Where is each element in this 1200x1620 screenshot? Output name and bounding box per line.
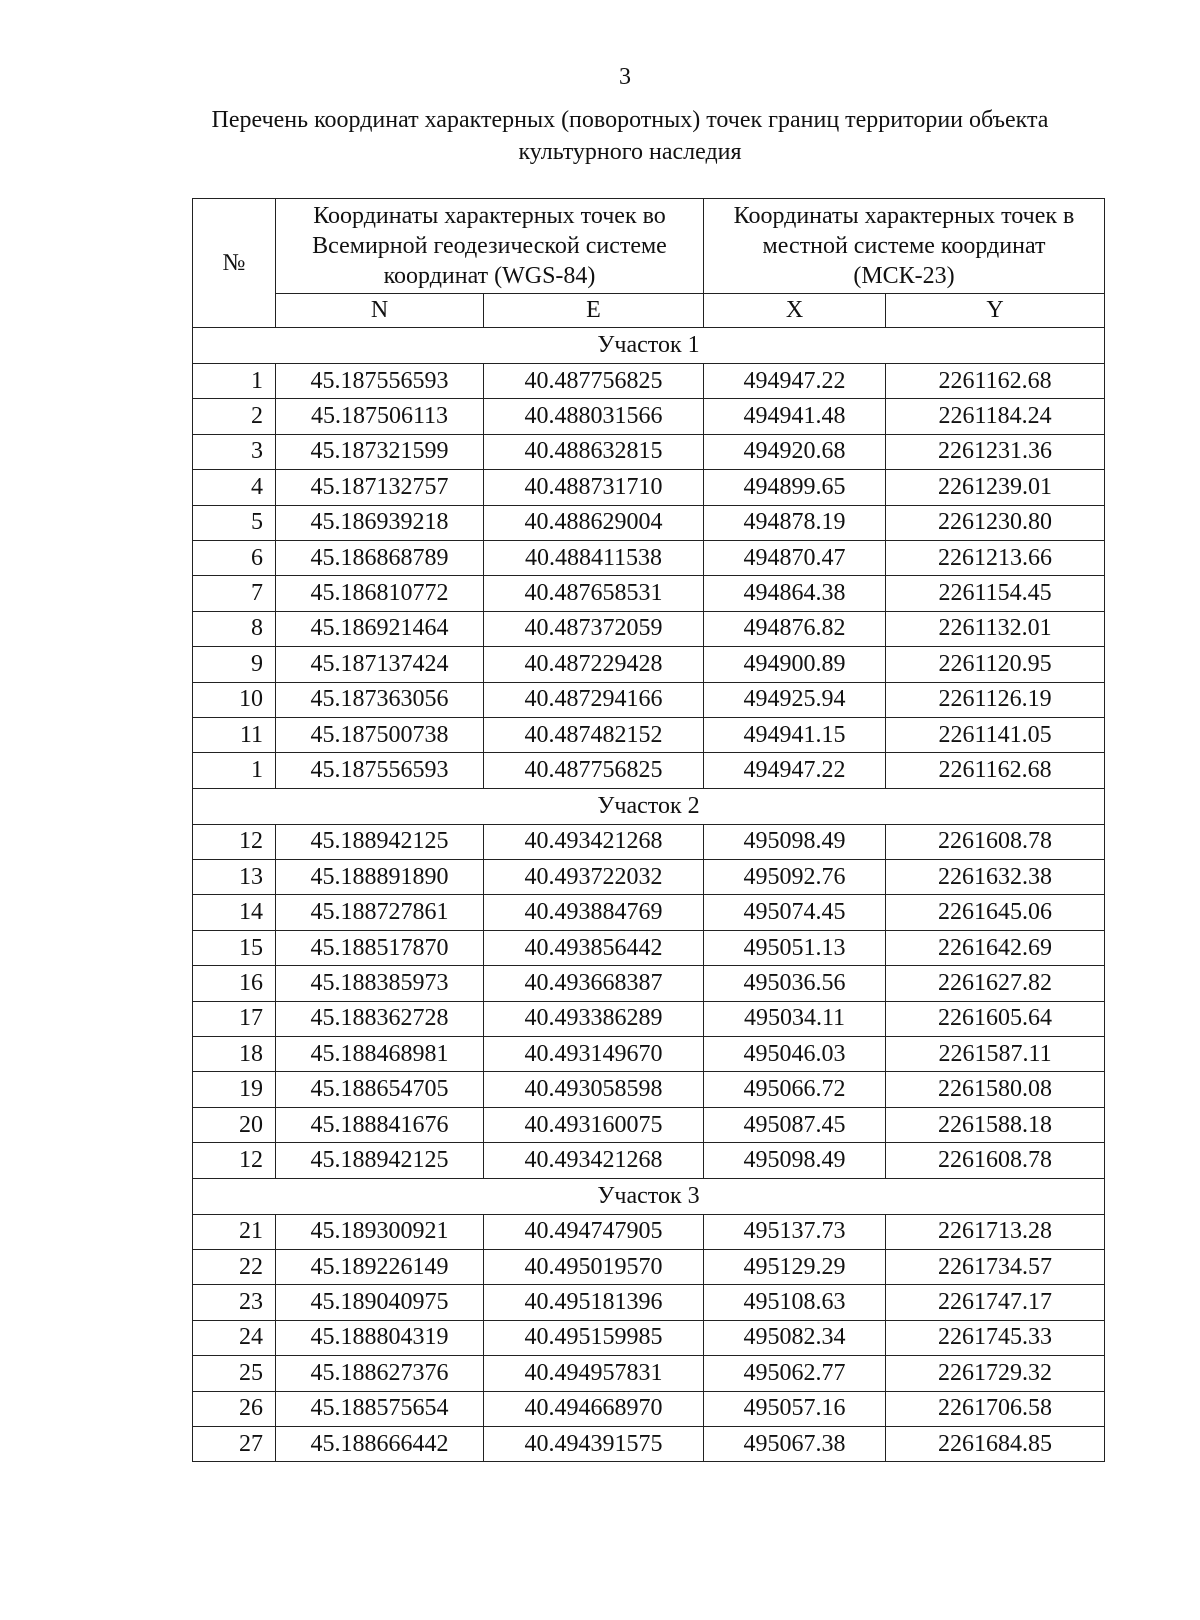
table-row [193, 611, 1105, 646]
table-row [193, 647, 1105, 682]
coord-e: 40.494391575 [484, 1426, 704, 1461]
header-x: X [704, 294, 886, 328]
coord-n: 45.187506113 [276, 399, 484, 434]
coord-x: 494876.82 [704, 611, 886, 646]
coord-n: 45.186868789 [276, 540, 484, 575]
point-number: 9 [193, 647, 276, 682]
coord-y: 2261162.68 [886, 753, 1105, 788]
table-row [193, 1072, 1105, 1107]
coord-x: 494941.48 [704, 399, 886, 434]
coord-n: 45.188362728 [276, 1001, 484, 1036]
coord-y: 2261588.18 [886, 1107, 1105, 1142]
point-number: 10 [193, 682, 276, 717]
coord-x: 495066.72 [704, 1072, 886, 1107]
table-row [193, 1214, 1105, 1249]
coord-y: 2261706.58 [886, 1391, 1105, 1426]
coord-e: 40.493668387 [484, 966, 704, 1001]
table-row [193, 1426, 1105, 1461]
coord-x: 495087.45 [704, 1107, 886, 1142]
coord-n: 45.188727861 [276, 895, 484, 930]
point-number: 16 [193, 966, 276, 1001]
coord-x: 494870.47 [704, 540, 886, 575]
coord-e: 40.487482152 [484, 717, 704, 752]
coord-n: 45.189226149 [276, 1249, 484, 1284]
coord-n: 45.187363056 [276, 682, 484, 717]
coord-e: 40.487756825 [484, 364, 704, 399]
coord-e: 40.493386289 [484, 1001, 704, 1036]
coord-y: 2261608.78 [886, 824, 1105, 859]
point-number: 3 [193, 434, 276, 469]
point-number: 20 [193, 1107, 276, 1142]
coord-x: 495098.49 [704, 824, 886, 859]
point-number: 4 [193, 470, 276, 505]
coord-y: 2261645.06 [886, 895, 1105, 930]
coord-y: 2261132.01 [886, 611, 1105, 646]
section-title: Участок 1 [193, 328, 1105, 364]
coord-e: 40.493884769 [484, 895, 704, 930]
coord-x: 495074.45 [704, 895, 886, 930]
coord-n: 45.188517870 [276, 930, 484, 965]
coord-y: 2261734.57 [886, 1249, 1105, 1284]
coord-e: 40.494668970 [484, 1391, 704, 1426]
table-row [193, 1356, 1105, 1391]
table-row [193, 1285, 1105, 1320]
table-row [193, 966, 1105, 1001]
coord-e: 40.495159985 [484, 1320, 704, 1355]
coord-x: 495092.76 [704, 860, 886, 895]
table-row [193, 1143, 1105, 1178]
coord-e: 40.494747905 [484, 1214, 704, 1249]
table-row [193, 1320, 1105, 1355]
coord-x: 494925.94 [704, 682, 886, 717]
coord-n: 45.188942125 [276, 1143, 484, 1178]
table-row [193, 1391, 1105, 1426]
point-number: 13 [193, 860, 276, 895]
coord-n: 45.187556593 [276, 753, 484, 788]
coord-e: 40.487372059 [484, 611, 704, 646]
table-row [193, 1037, 1105, 1072]
point-number: 12 [193, 1143, 276, 1178]
table-row [193, 753, 1105, 788]
coord-e: 40.493149670 [484, 1037, 704, 1072]
table-row [193, 1249, 1105, 1284]
coord-e: 40.493160075 [484, 1107, 704, 1142]
table-row [193, 1107, 1105, 1142]
point-number: 18 [193, 1037, 276, 1072]
coord-x: 495034.11 [704, 1001, 886, 1036]
coord-e: 40.487294166 [484, 682, 704, 717]
point-number: 21 [193, 1214, 276, 1249]
coord-e: 40.493856442 [484, 930, 704, 965]
coord-e: 40.487658531 [484, 576, 704, 611]
coord-x: 495098.49 [704, 1143, 886, 1178]
point-number: 15 [193, 930, 276, 965]
coord-y: 2261632.38 [886, 860, 1105, 895]
table-row [193, 399, 1105, 434]
point-number: 25 [193, 1356, 276, 1391]
point-number: 6 [193, 540, 276, 575]
coord-e: 40.494957831 [484, 1356, 704, 1391]
point-number: 8 [193, 611, 276, 646]
point-number: 24 [193, 1320, 276, 1355]
section-row [193, 1178, 1105, 1214]
point-number: 12 [193, 824, 276, 859]
coord-n: 45.187500738 [276, 717, 484, 752]
section-title: Участок 2 [193, 788, 1105, 824]
coord-y: 2261184.24 [886, 399, 1105, 434]
coord-y: 2261745.33 [886, 1320, 1105, 1355]
coord-y: 2261608.78 [886, 1143, 1105, 1178]
point-number: 22 [193, 1249, 276, 1284]
header-wgs84: Координаты характерных точек во Всемирной геодезической системе координат (WGS-84) [276, 199, 704, 294]
coord-x: 495129.29 [704, 1249, 886, 1284]
coord-n: 45.186810772 [276, 576, 484, 611]
table-row [193, 1001, 1105, 1036]
section-row [193, 788, 1105, 824]
coord-n: 45.186939218 [276, 505, 484, 540]
header-msk23: Координаты характерных точек в местной системе координат (МСК-23) [704, 199, 1105, 294]
table-row [193, 540, 1105, 575]
coord-x: 495036.56 [704, 966, 886, 1001]
coord-x: 494878.19 [704, 505, 886, 540]
coord-n: 45.187556593 [276, 364, 484, 399]
coord-x: 495057.16 [704, 1391, 886, 1426]
coord-x: 494864.38 [704, 576, 886, 611]
coord-y: 2261605.64 [886, 1001, 1105, 1036]
table-row [193, 505, 1105, 540]
table-row [193, 434, 1105, 469]
coord-x: 495067.38 [704, 1426, 886, 1461]
table-row [193, 717, 1105, 752]
coord-y: 2261213.66 [886, 540, 1105, 575]
coord-e: 40.495181396 [484, 1285, 704, 1320]
section-row [193, 328, 1105, 364]
coord-y: 2261230.80 [886, 505, 1105, 540]
coord-e: 40.488731710 [484, 470, 704, 505]
coord-e: 40.488411538 [484, 540, 704, 575]
point-number: 2 [193, 399, 276, 434]
coord-y: 2261126.19 [886, 682, 1105, 717]
table-row [193, 682, 1105, 717]
point-number: 1 [193, 753, 276, 788]
coord-n: 45.188385973 [276, 966, 484, 1001]
table-row [193, 930, 1105, 965]
point-number: 7 [193, 576, 276, 611]
coord-n: 45.189300921 [276, 1214, 484, 1249]
header-y: Y [886, 294, 1105, 328]
coord-e: 40.488629004 [484, 505, 704, 540]
table-row [193, 895, 1105, 930]
coord-n: 45.188666442 [276, 1426, 484, 1461]
coord-x: 495046.03 [704, 1037, 886, 1072]
table-row [193, 576, 1105, 611]
point-number: 26 [193, 1391, 276, 1426]
coord-x: 494947.22 [704, 364, 886, 399]
coord-y: 2261231.36 [886, 434, 1105, 469]
coord-e: 40.493421268 [484, 824, 704, 859]
coord-y: 2261713.28 [886, 1214, 1105, 1249]
point-number: 27 [193, 1426, 276, 1461]
coordinates-table [192, 198, 1105, 1462]
point-number: 17 [193, 1001, 276, 1036]
coord-y: 2261684.85 [886, 1426, 1105, 1461]
coord-e: 40.493722032 [484, 860, 704, 895]
point-number: 23 [193, 1285, 276, 1320]
coord-e: 40.493421268 [484, 1143, 704, 1178]
coord-n: 45.188468981 [276, 1037, 484, 1072]
coord-n: 45.187321599 [276, 434, 484, 469]
coord-n: 45.188804319 [276, 1320, 484, 1355]
coord-x: 495137.73 [704, 1214, 886, 1249]
coord-e: 40.487229428 [484, 647, 704, 682]
coord-x: 495062.77 [704, 1356, 886, 1391]
coord-n: 45.188942125 [276, 824, 484, 859]
table-row [193, 860, 1105, 895]
coord-y: 2261747.17 [886, 1285, 1105, 1320]
coord-x: 494920.68 [704, 434, 886, 469]
coord-e: 40.495019570 [484, 1249, 704, 1284]
coord-y: 2261587.11 [886, 1037, 1105, 1072]
coord-n: 45.188654705 [276, 1072, 484, 1107]
coord-y: 2261162.68 [886, 364, 1105, 399]
header-e: E [484, 294, 704, 328]
table-body [193, 328, 1105, 1462]
coord-x: 495108.63 [704, 1285, 886, 1320]
coord-y: 2261627.82 [886, 966, 1105, 1001]
point-number: 11 [193, 717, 276, 752]
point-number: 5 [193, 505, 276, 540]
section-title: Участок 3 [193, 1178, 1105, 1214]
header-number: № [193, 199, 276, 328]
coord-n: 45.187132757 [276, 470, 484, 505]
point-number: 14 [193, 895, 276, 930]
coord-n: 45.186921464 [276, 611, 484, 646]
coord-n: 45.189040975 [276, 1285, 484, 1320]
coord-x: 495051.13 [704, 930, 886, 965]
coord-n: 45.188841676 [276, 1107, 484, 1142]
coord-e: 40.488031566 [484, 399, 704, 434]
coord-x: 494941.15 [704, 717, 886, 752]
coord-n: 45.188627376 [276, 1356, 484, 1391]
coord-y: 2261580.08 [886, 1072, 1105, 1107]
coord-x: 495082.34 [704, 1320, 886, 1355]
coord-n: 45.188891890 [276, 860, 484, 895]
coord-x: 494899.65 [704, 470, 886, 505]
point-number: 1 [193, 364, 276, 399]
coord-y: 2261239.01 [886, 470, 1105, 505]
header-n: N [276, 294, 484, 328]
page-number: 3 [619, 64, 631, 90]
table-row [193, 824, 1105, 859]
table-row [193, 364, 1105, 399]
coord-y: 2261141.05 [886, 717, 1105, 752]
coord-e: 40.493058598 [484, 1072, 704, 1107]
coord-y: 2261120.95 [886, 647, 1105, 682]
coord-y: 2261642.69 [886, 930, 1105, 965]
coord-e: 40.488632815 [484, 434, 704, 469]
point-number: 19 [193, 1072, 276, 1107]
table-row [193, 470, 1105, 505]
coord-y: 2261729.32 [886, 1356, 1105, 1391]
coord-e: 40.487756825 [484, 753, 704, 788]
coord-x: 494900.89 [704, 647, 886, 682]
coord-y: 2261154.45 [886, 576, 1105, 611]
document-title: Перечень координат характерных (поворотных) точек границ территории объекта культурного наследия [211, 107, 1049, 165]
coord-n: 45.187137424 [276, 647, 484, 682]
coord-n: 45.188575654 [276, 1391, 484, 1426]
coord-x: 494947.22 [704, 753, 886, 788]
